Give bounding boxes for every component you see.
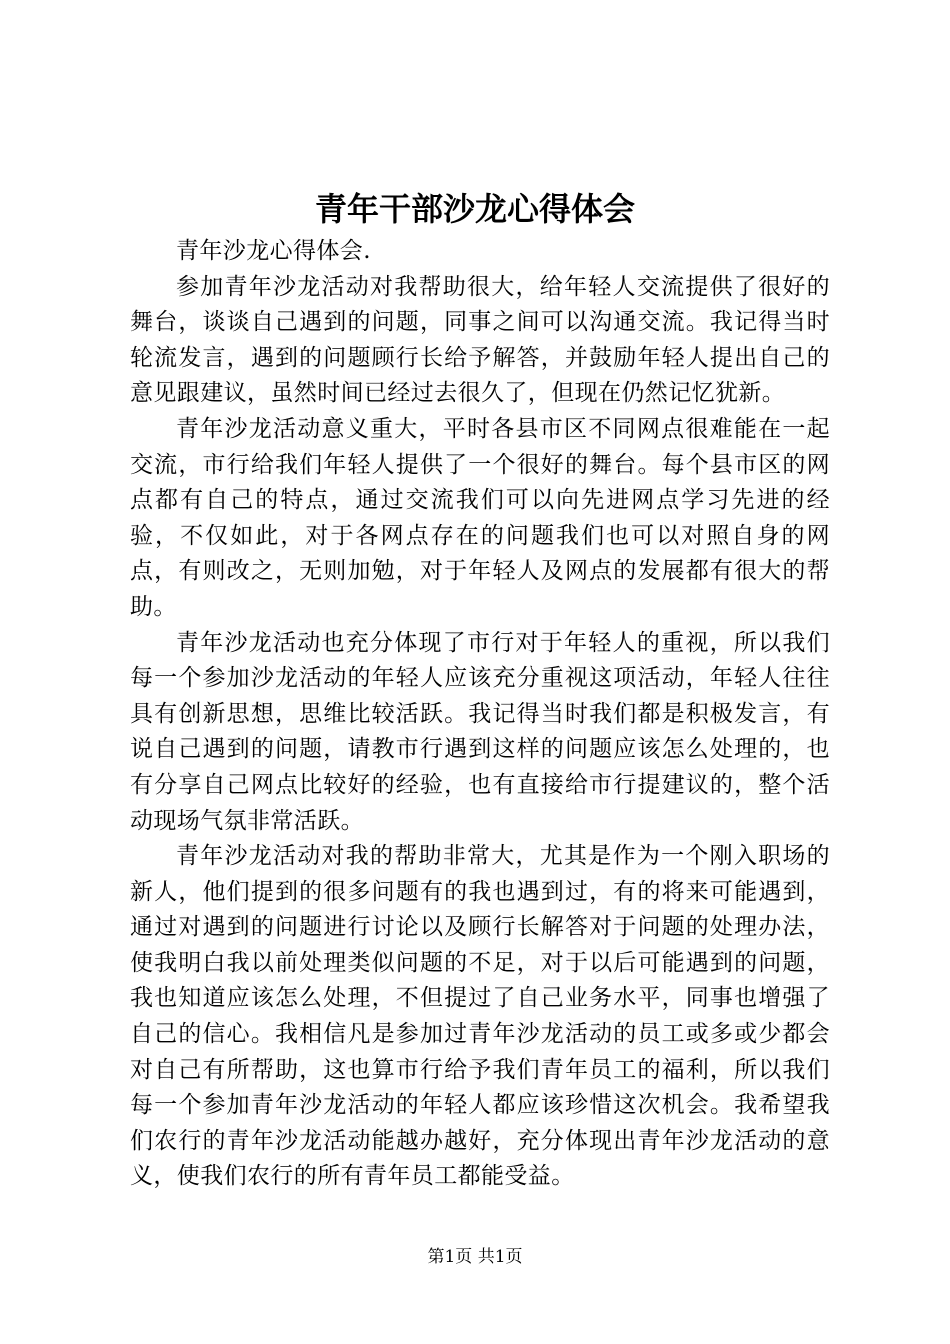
- paragraph-2: 青年沙龙活动意义重大，平时各县市区不同网点很难能在一起交流，市行给我们年轻人提供了一个很好的舞台。每个县市区的网点都有自己的特点，通过交流我们可以向先进网点学习先进的经验，不仅如此，对于各网点存在的问题我们也可以对照自身的网点，有则改之，无则加勉，对于年轻人及网点的发展都有很大的帮助。: [130, 415, 830, 620]
- paragraph-subtitle: 青年沙龙心得体会.: [176, 238, 371, 264]
- document-body: [130, 234, 830, 1195]
- paragraph-4: 青年沙龙活动对我的帮助非常大，尤其是作为一个刚入职场的新人，他们提到的很多问题有的我也遇到过，有的将来可能遇到，通过对遇到的问题进行讨论以及顾行长解答对于问题的处理办法，使我明白我以前处理类似问题的不足，对于以后可能遇到的问题，我也知道应该怎么处理，不但提过了自己业务水平，同事也增强了自己的信心。我相信凡是参加过青年沙龙活动的员工或多或少都会对自己有所帮助，这也算市行给予我们青年员工的福利，所以我们每一个参加青年沙龙活动的年轻人都应该珍惜这次机会。我希望我们农行的青年沙龙活动能越办越好，充分体现出青年沙龙活动的意义，使我们农行的所有青年员工都能受益。: [130, 843, 830, 1190]
- paragraph-3: 青年沙龙活动也充分体现了市行对于年轻人的重视，所以我们每一个参加沙龙活动的年轻人应该充分重视这项活动，年轻人往往具有创新思想，思维比较活跃。我记得当时我们都是积极发言，有说自己遇到的问题，请教市行遇到这样的问题应该怎么处理的，也有分享自己网点比较好的经验，也有直接给市行提建议的，整个活动现场气氛非常活跃。: [130, 629, 830, 834]
- paragraph-1: 参加青年沙龙活动对我帮助很大，给年轻人交流提供了很好的舞台，谈谈自己遇到的问题，同事之间可以沟通交流。我记得当时轮流发言，遇到的问题顾行长给予解答，并鼓励年轻人提出自己的意见跟建议，虽然时间已经过去很久了，但现在仍然记忆犹新。: [130, 273, 830, 407]
- page-number-footer: 第1页 共1页: [427, 1247, 523, 1267]
- document-title: 青年干部沙龙心得体会: [314, 190, 635, 228]
